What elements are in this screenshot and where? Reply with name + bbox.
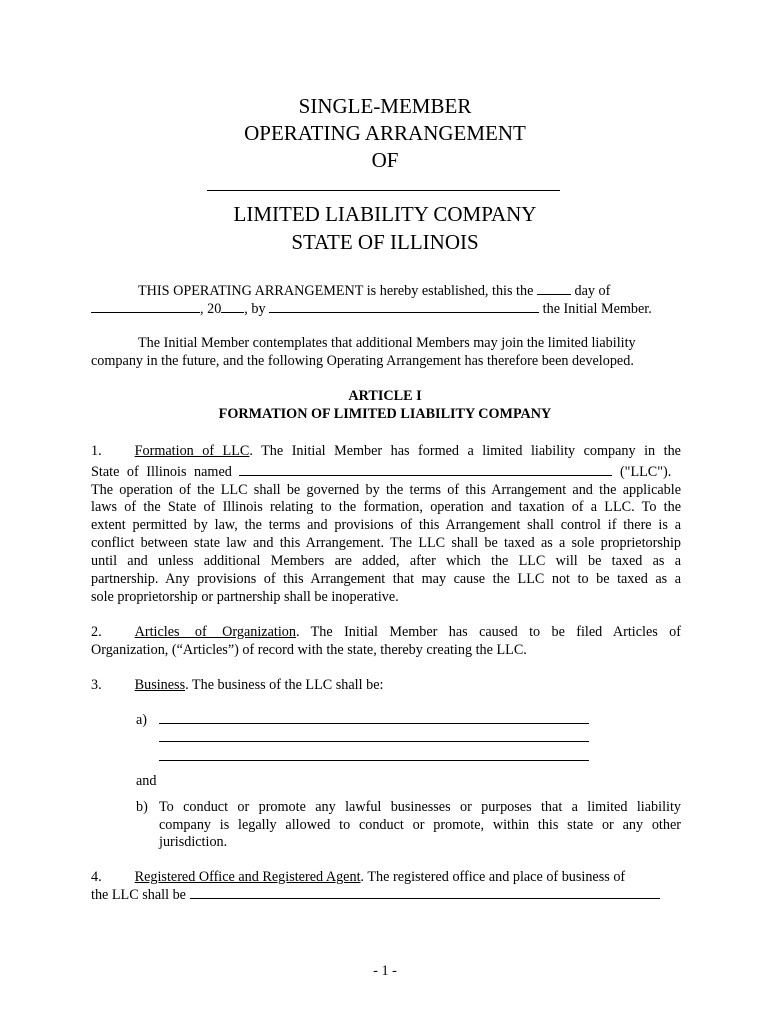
article-subheading: FORMATION OF LIMITED LIABILITY COMPANY [218,406,552,422]
registered-office-blank[interactable] [190,886,660,899]
month-blank[interactable] [91,300,200,313]
section1-line-7: until and unless additional Members are added, after which the LLC will be taxed as a [91,553,681,569]
company-name-blank[interactable] [207,190,560,191]
section1-llc: ("LLC"). [619,464,672,480]
intro-text-2b: , by [244,301,266,317]
business-blank-2[interactable] [159,741,589,742]
section4-rest: . The registered office and place of business of [360,869,626,885]
title-line-5: STATE OF ILLINOIS [291,230,479,254]
section1-line-4: laws of the State of Illinois relating to the formation, operation and taxation of a LLC. To the [91,499,681,515]
intro-text-2a: , 20 [200,301,222,317]
section1-line-2 [91,463,681,481]
intro-line-1 [138,282,658,300]
page-number: - 1 - [373,963,397,979]
section2-rest: . The Initial Member has caused to be filed Articles of [295,624,681,640]
title-line-1: SINGLE-MEMBER [298,94,472,118]
section1-line-1 [91,442,681,460]
section1-number: 1. [91,443,102,459]
intro-text-1b: day of [574,283,611,299]
section1-rest: . The Initial Member has formed a limited liability company in the [249,443,681,459]
section1-line-5: extent permitted by law, the terms and provisions of this Arrangement shall control if there is a [91,517,681,533]
section4-text: the LLC shall be [91,887,186,903]
business-blank-1[interactable] [159,723,589,724]
section1-line-6: conflict between state law and this Arrangement. The LLC shall be taxed as a sole proprietorship [91,535,681,551]
item-a-label: a) [136,712,148,728]
section4-title: Registered Office and Registered Agent [134,869,361,885]
para2-line-2: company in the future, and the following Operating Arrangement has therefore been developed. [91,353,634,369]
section1-named: State of Illinois named [91,464,232,480]
item-b-label: b) [136,799,148,815]
section3-number: 3. [91,677,102,693]
and-label: and [136,773,157,789]
year-blank[interactable] [221,300,244,313]
section4-number: 4. [91,869,102,885]
section2-line-2: Organization, (“Articles”) of record with the state, thereby creating the LLC. [91,642,527,658]
title-line-3: OF [371,148,399,172]
item-b-line-2: company is legally allowed to conduct or promote, within this state or any other [159,817,681,833]
item-b-line-1: To conduct or promote any lawful businesses or purposes that a limited liability [159,799,681,815]
section2-number: 2. [91,624,102,640]
section3-rest: . The business of the LLC shall be: [185,677,384,693]
item-b-line-3: jurisdiction. [159,834,228,850]
section1-line-8: partnership. Any provisions of this Arrangement that may cause the LLC not to be taxed as a [91,571,681,587]
member-name-blank[interactable] [269,300,539,313]
article-heading: ARTICLE I [348,388,422,404]
title-line-2: OPERATING ARRANGEMENT [244,121,526,145]
section4-line-1 [91,868,681,886]
section2-line-1 [91,623,681,641]
section2-title: Articles of Organization [134,624,296,640]
section3-title: Business [134,677,186,693]
title-line-4: LIMITED LIABILITY COMPANY [233,202,537,226]
intro-text-2c: the Initial Member. [542,301,652,317]
llc-name-blank[interactable] [239,463,612,476]
section3-line-1 [91,676,681,694]
business-blank-3[interactable] [159,760,589,761]
intro-line-2 [91,300,671,318]
para2-line-1: The Initial Member contemplates that additional Members may join the limited liability [138,335,636,351]
section1-line-3: The operation of the LLC shall be governed by the terms of this Arrangement and the applicable [91,482,681,498]
section1-title: Formation of LLC [134,443,250,459]
day-blank[interactable] [537,282,571,295]
intro-text-1a: THIS OPERATING ARRANGEMENT is hereby established, this the [138,283,534,299]
section4-line-2 [91,886,681,904]
section1-line-9: sole proprietorship or partnership shall be inoperative. [91,589,399,605]
